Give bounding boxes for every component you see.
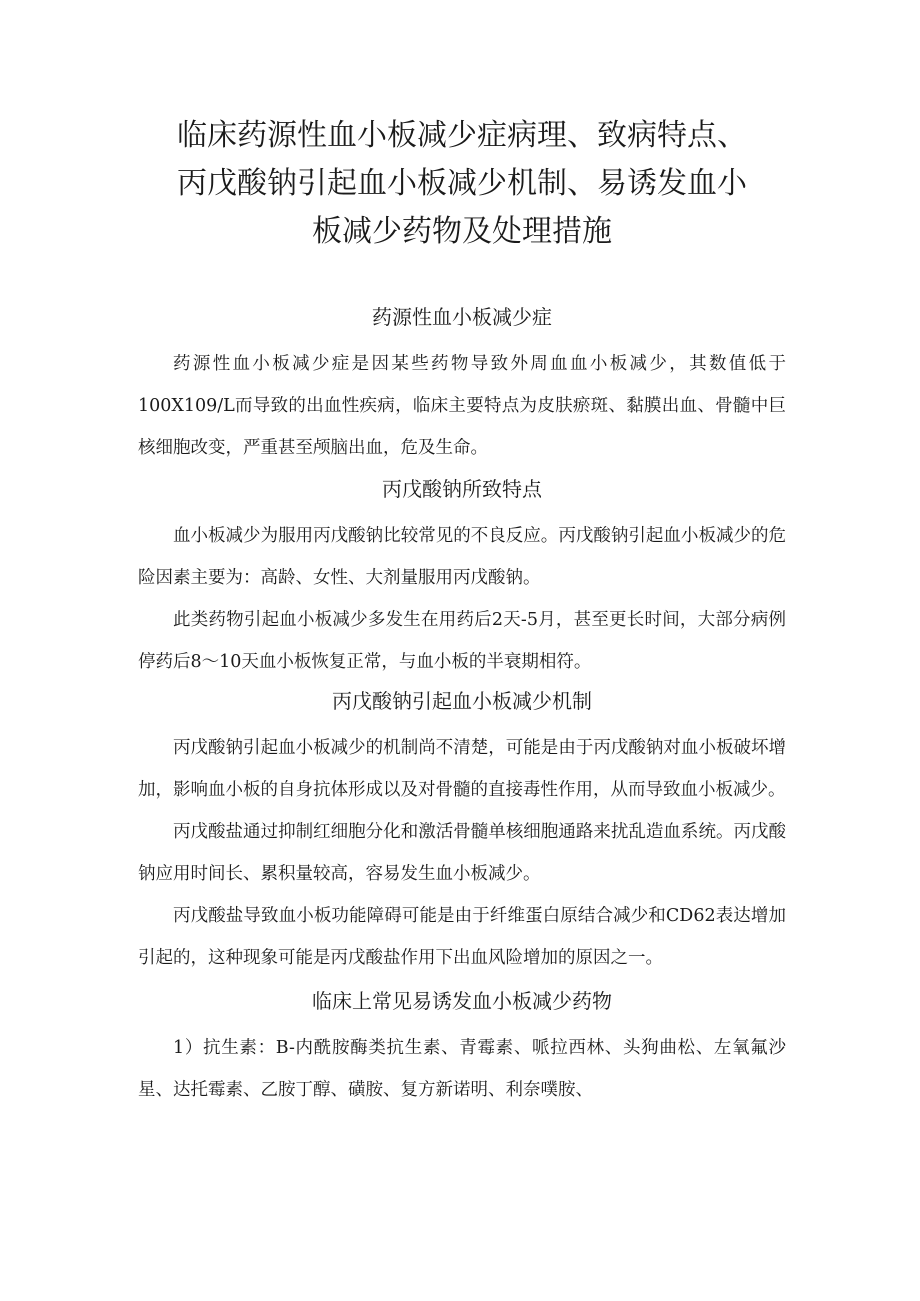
- title-line: 丙戊酸钠引起血小板减少机制、易诱发血小: [177, 166, 747, 201]
- section-heading: 丙戊酸钠引起血小板减少机制: [332, 689, 592, 713]
- section-drug-induced-thrombocytopenia: [138, 303, 786, 469]
- section-valproate-features: [138, 475, 786, 683]
- paragraph: 血小板减少为服用丙戊酸钠比较常见的不良反应。丙戊酸钠引起血小板减少的危险因素主要为：高龄、女性、大剂量服用丙戊酸钠。: [138, 526, 786, 588]
- section-heading: 临床上常见易诱发血小板减少药物: [312, 989, 612, 1013]
- document-title: [138, 112, 786, 256]
- section-heading: 药源性血小板减少症: [372, 305, 552, 329]
- title-line: 板减少药物及处理措施: [312, 214, 612, 249]
- section-common-drugs: [138, 987, 786, 1111]
- paragraph: 此类药物引起血小板减少多发生在用药后2天-5月，甚至更长时间，大部分病例停药后8～10天血小板恢复正常，与血小板的半衰期相符。: [138, 610, 786, 672]
- section-valproate-mechanism: [138, 687, 786, 979]
- paragraph: 丙戊酸盐通过抑制红细胞分化和激活骨髓单核细胞通路来扰乱造血系统。丙戊酸钠应用时间长、累积量较高，容易发生血小板减少。: [138, 822, 786, 884]
- paragraph: 丙戊酸盐导致血小板功能障碍可能是由于纤维蛋白原结合减少和CD62表达增加引起的，这种现象可能是丙戊酸盐作用下出血风险增加的原因之一。: [138, 906, 786, 968]
- paragraph: 药源性血小板减少症是因某些药物导致外周血血小板减少，其数值低于100X109/L而导致的出血性疾病，临床主要特点为皮肤瘀斑、黏膜出血、骨髓中巨核细胞改变，严重甚至颅脑出血，危及生命。: [138, 354, 786, 458]
- document-page: [138, 112, 786, 1111]
- title-line: 临床药源性血小板减少症病理、致病特点、: [177, 118, 747, 153]
- paragraph: 丙戊酸钠引起血小板减少的机制尚不清楚，可能是由于丙戊酸钠对血小板破坏增加，影响血小板的自身抗体形成以及对骨髓的直接毒性作用，从而导致血小板减少。: [138, 738, 786, 800]
- paragraph: 1）抗生素：B-内酰胺酶类抗生素、青霉素、哌拉西林、头狗曲松、左氧氟沙星、达托霉素、乙胺丁醇、磺胺、复方新诺明、利奈噗胺、: [138, 1038, 786, 1100]
- section-heading: 丙戊酸钠所致特点: [382, 477, 542, 501]
